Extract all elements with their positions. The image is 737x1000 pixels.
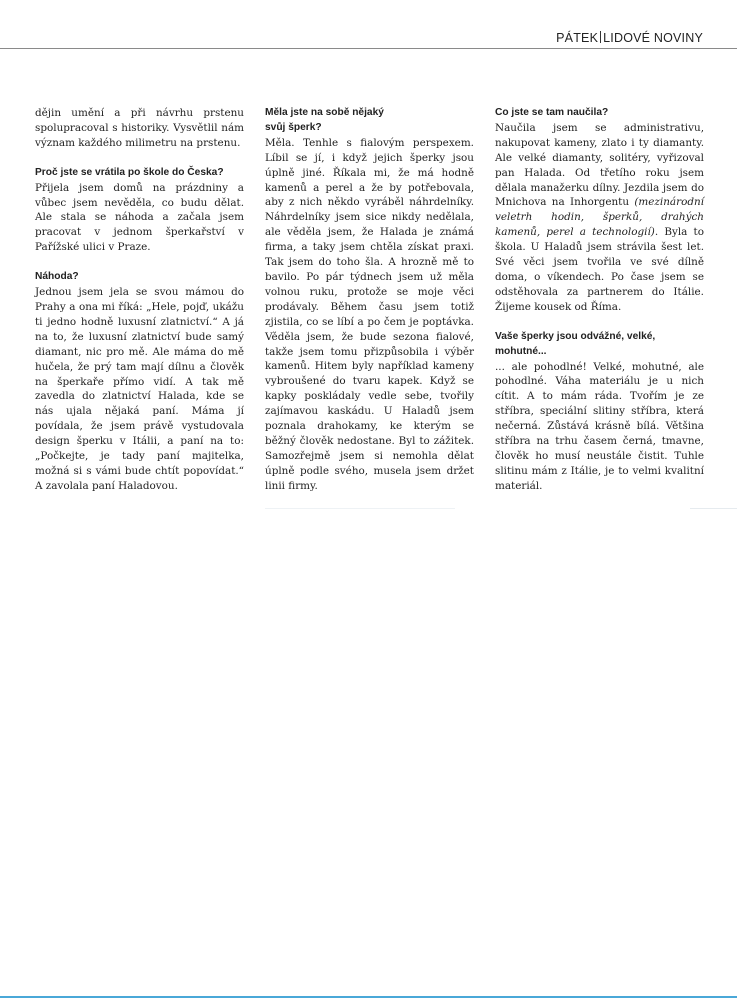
article-column-3 xyxy=(495,106,704,509)
paragraph-text: Naučila jsem se administrativu, nakupovat kameny, zlato i ty diamanty. Ale velké diamanty, solitéry, vyřizoval pan Halada. Od třetího roku jsem dělala manažerku dílny. Jezdila jsem do Mnichova na Inhorgentu xyxy=(495,121,704,209)
interview-question: Proč jste se vrátila po škole do Česka? xyxy=(35,166,224,178)
header-separator xyxy=(600,31,601,43)
bottom-rule xyxy=(0,996,737,998)
header-rule xyxy=(0,48,737,49)
interview-question: Měla jste na sobě nějaký svůj šperk? xyxy=(265,107,384,133)
paragraph-rich xyxy=(495,121,704,315)
article-column-2 xyxy=(265,106,474,509)
paragraph-italic: (mezinárodní veletrh hodin, šperků, drahých kamenů, perel a technologií) xyxy=(495,196,704,239)
paragraph: Měla. Tenhle s fialovým perspexem. Líbil se jí, i když jejich šperky jsou úplně jiné. Říkala mi, že má hodně kamenů a perel a že by potřebovala, aby z nich někdo vyráběl náhrdelníky. Náhrdelníky jsem sice nikdy nedělala, ale věděla jsem, že Halada je známá firma, a taky jsem chtěla získat praxi. Tak jsem do toho šla. A hrozně mě to bavilo. Po pár týdnech jsem už měla volnou ruku, protože se moje věci prodávaly. Během času jsem totiž zjistila, co se líbí a po čem je poptávka. Věděla jsem, že bude sezona fialové, takže jsem tomu přizpůsobila i výběr kamenů. Hitem byly například kameny vybroušené do tvaru kapek. Když se kapky poskládaly vedle sebe, tvořily zajímavou kaskádu. U Haladů jsem poznala drahokamy, ke kterým se běžný člověk nedostane. Byl to zážitek. Samozřejmě jsem si nemohla dělat úplně podle svého, musela jsem držet linii firmy. xyxy=(265,136,474,492)
interview-question: Co jste se tam naučila? xyxy=(495,107,609,118)
paragraph: Přijela jsem domů na prázdniny a vůbec jsem nevěděla, co budu dělat. Ale stala se náhoda a začala jsem pracovat v jednom šperkařství v Pařížské ulici v Praze. xyxy=(35,181,244,254)
page-header xyxy=(556,31,703,45)
interview-question: Vaše šperky jsou odvážné, velké, mohutné... xyxy=(495,330,656,357)
header-day: PÁTEK xyxy=(556,31,599,45)
paragraph-text: . Byla to škola. U Haladů jsem strávila šest let. Své věci jsem tvořila ve své dílně doma, o víkendech. Po čase jsem se odstěhovala za partnerem do Itálie. Žijeme kousek od Říma. xyxy=(495,226,704,313)
header-publication: LIDOVÉ NOVINY xyxy=(603,31,703,45)
article-column-1 xyxy=(35,106,244,509)
paragraph: ... ale pohodlné! Velké, mohutné, ale pohodlné. Váha materiálu je u nich cítit. A to mám ráda. Tvořím je ze stříbra, speciální slitiny stříbra, která nečerná. Zůstává krásně bílá. Většina stříbra na trhu časem černá, tmavne, člověk ho musí neustále čistit. Tuhle slitinu mám z Itálie, je to velmi kvalitní materiál. xyxy=(495,360,704,492)
paragraph: Jednou jsem jela se svou mámou do Prahy a ona mi říká: „Hele, pojď, ukážu ti jedno hodně luxusní zlatnictví.“ A já na to, že luxusní zlatnictví bude samý diamant, nic pro mě. Ale máma do mě hučela, že prý tam mají dílnu a člověk na šperkaře přímo vidí. A tak mě zavedla do zlatnictví Halada, kde se nás ujala nějaká paní. Máma jí povídala, že jsem právě vystudovala design šperku v Itálii, a paní na to: „Počkejte, je tady paní majitelka, možná si s vámi bude chtít popovídat.“ A zavolala paní Haladovou. xyxy=(35,286,244,492)
interview-question: Náhoda? xyxy=(35,271,79,283)
paragraph: dějin umění a při návrhu prstenu spolupracoval s historiky. Vysvětlil nám význam každého milimetru na prstenu. xyxy=(35,107,244,149)
